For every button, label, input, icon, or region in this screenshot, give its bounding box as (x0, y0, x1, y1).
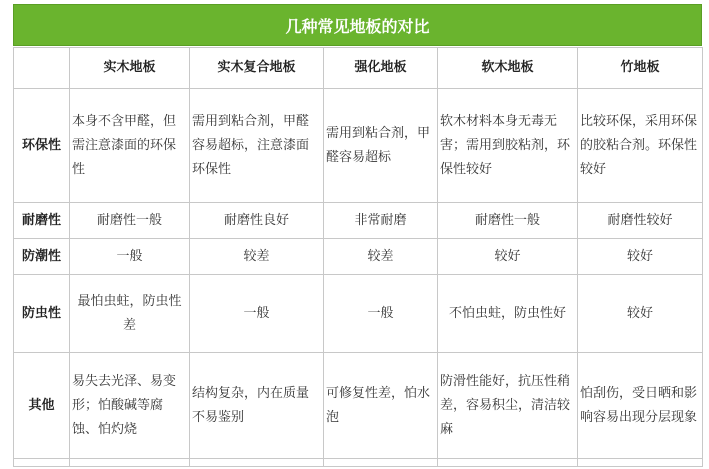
table-cell: 本身不含甲醛，但需注意漆面的环保性 (70, 89, 190, 203)
table-title: 几种常见地板的对比 (13, 4, 702, 46)
table-row (14, 89, 703, 203)
row-label: 防虫性 (14, 275, 70, 353)
table-cell: 较好 (578, 275, 703, 353)
header-blank (14, 48, 70, 89)
table-cell: 较好 (438, 239, 578, 275)
table-cell: 耐磨性一般 (438, 203, 578, 239)
table-cell: 怕刮伤，受日晒和影响容易出现分层现象 (578, 353, 703, 459)
table-row (14, 353, 703, 459)
table-cell: 耐磨性良好 (190, 203, 324, 239)
table-cell: 防滑性能好，抗压性稍差，容易积尘，清洁较麻 (438, 353, 578, 459)
table-cell: 不怕虫蛀，防虫性好 (438, 275, 578, 353)
table-cell: 比较环保，采用环保的胶粘合剂。环保性较好 (578, 89, 703, 203)
table-cell: 结构复杂，内在质量不易鉴别 (190, 353, 324, 459)
table-cell: 可修复性差，怕水泡 (324, 353, 438, 459)
table-cell: 需用到粘合剂，甲醛容易超标 (324, 89, 438, 203)
header-solid-wood: 实木地板 (70, 48, 190, 89)
table-cell: 较好 (578, 239, 703, 275)
table-cell: 需用到粘合剂，甲醛容易超标，注意漆面环保性 (190, 89, 324, 203)
table-row (14, 275, 703, 353)
table-cell: 一般 (324, 275, 438, 353)
table-cell: 非常耐磨 (324, 203, 438, 239)
table-cell: 一般 (70, 239, 190, 275)
header-bamboo: 竹地板 (578, 48, 703, 89)
header-row (14, 48, 703, 89)
row-label: 耐磨性 (14, 203, 70, 239)
table-cell: 最怕虫蛀，防虫性差 (70, 275, 190, 353)
table-cell: 较差 (190, 239, 324, 275)
row-label: 防潮性 (14, 239, 70, 275)
table-row-partial (14, 459, 703, 467)
header-cork: 软木地板 (438, 48, 578, 89)
header-laminate: 强化地板 (324, 48, 438, 89)
table-row (14, 239, 703, 275)
table-cell: 较差 (324, 239, 438, 275)
table-cell: 耐磨性较好 (578, 203, 703, 239)
comparison-table (13, 47, 703, 467)
header-engineered-wood: 实木复合地板 (190, 48, 324, 89)
table-cell: 软木材料本身无毒无害；需用到胶粘剂，环保性较好 (438, 89, 578, 203)
table-cell: 易失去光泽、易变形；怕酸碱等腐蚀、怕灼烧 (70, 353, 190, 459)
table-cell: 一般 (190, 275, 324, 353)
table-row (14, 203, 703, 239)
table-cell: 耐磨性一般 (70, 203, 190, 239)
row-label: 其他 (14, 353, 70, 459)
row-label: 环保性 (14, 89, 70, 203)
